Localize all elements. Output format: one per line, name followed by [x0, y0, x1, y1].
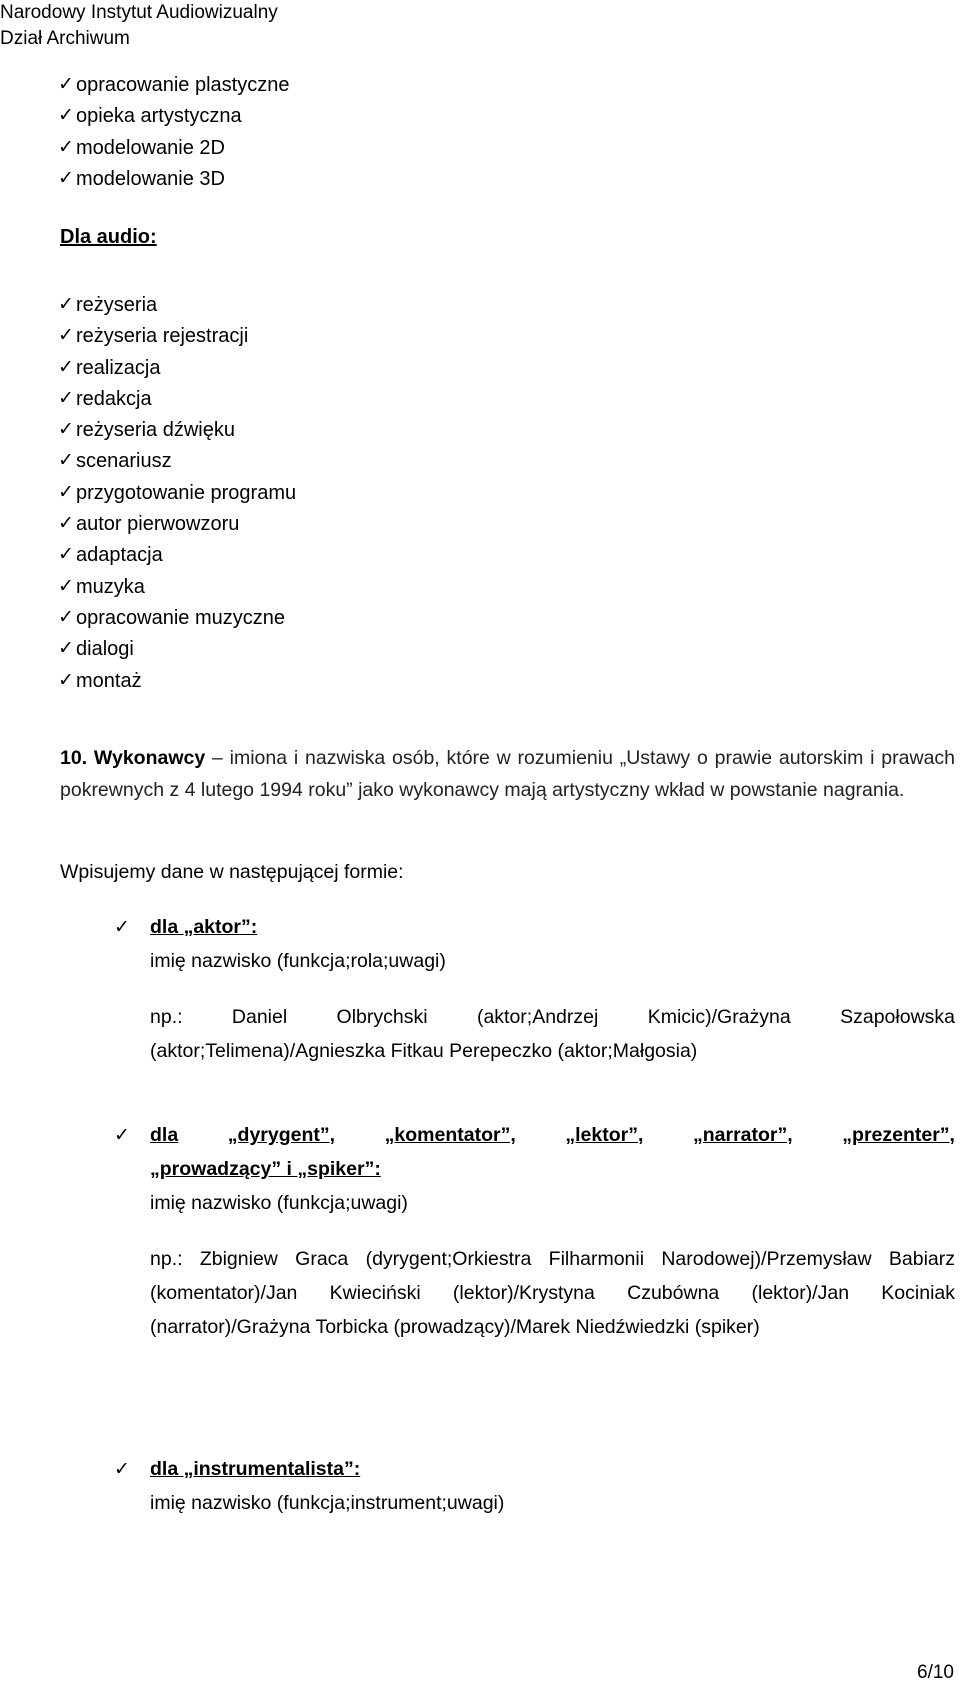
- section-title: Wykonawcy: [93, 747, 206, 769]
- checkmark-icon: ✓: [58, 668, 74, 691]
- document-header: [0, 0, 278, 52]
- list-item: ✓ redakcja: [60, 384, 296, 415]
- list-item: ✓ dialogi: [60, 634, 296, 665]
- page-number: 6/10: [917, 1662, 954, 1683]
- checkmark-icon: ✓: [58, 293, 74, 315]
- list-item: ✓ montaż: [60, 666, 296, 697]
- conductor-format-pattern: imię nazwisko (funkcja;uwagi): [150, 1192, 408, 1214]
- list-item: ✓ scenariusz: [60, 446, 296, 477]
- checkmark-icon: ✓: [58, 418, 74, 441]
- list-item: ✓ opracowanie plastyczne: [60, 70, 289, 101]
- list-item: ✓ przygotowanie programu: [60, 478, 296, 509]
- checkmark-icon: ✓: [58, 135, 74, 158]
- checkmark-icon: ✓: [58, 574, 74, 597]
- audio-section-heading: Dla audio:: [60, 226, 157, 248]
- list-item: ✓ modelowanie 2D: [60, 133, 289, 164]
- checkmark-icon: ✓: [58, 480, 74, 503]
- list-item: ✓ reżyseria: [60, 290, 296, 321]
- checkmark-icon: ✓: [58, 605, 74, 628]
- checkmark-icon: ✓: [58, 73, 74, 95]
- list-item: ✓ reżyseria dźwięku: [60, 415, 296, 446]
- list-item: ✓ opracowanie muzyczne: [60, 603, 296, 634]
- department-name: Dział Archiwum: [0, 28, 130, 49]
- checkmark-icon: ✓: [58, 386, 74, 409]
- role-list-visual: [60, 70, 289, 195]
- format-intro: Wpisujemy dane w następującej formie:: [60, 861, 404, 883]
- checkmark-icon: ✓: [58, 543, 74, 566]
- conductor-format-heading: dla „dyrygent”, „komentator”, „lektor”, „narrator”, „prezenter”,: [150, 1124, 955, 1146]
- section-10-paragraph: [60, 742, 955, 806]
- checkmark-icon: ✓: [58, 512, 74, 535]
- checkmark-icon: ✓: [58, 166, 74, 189]
- checkmark-icon: ✓: [58, 355, 74, 378]
- list-item: ✓ realizacja: [60, 353, 296, 384]
- list-item: ✓ muzyka: [60, 572, 296, 603]
- actor-format-pattern: imię nazwisko (funkcja;rola;uwagi): [150, 950, 446, 972]
- checkmark-icon: ✓: [58, 104, 74, 127]
- instrumentalist-format-block: [114, 1452, 955, 1520]
- checkmark-icon: ✓: [114, 1458, 130, 1480]
- checkmark-icon: ✓: [114, 1124, 130, 1146]
- checkmark-icon: ✓: [58, 449, 74, 472]
- list-item: ✓ adaptacja: [60, 540, 296, 571]
- section-number: 10.: [60, 747, 88, 769]
- section-description: – imiona i nazwiska osób, które w rozumieniu „Ustawy o prawie autorskim i prawach pokrewnych z 4 lutego 1994 roku” jako wykonawcy mają artystyczny wkład w powstanie nagrania.: [60, 747, 956, 801]
- conductor-format-block: [114, 1118, 955, 1344]
- conductor-format-example: np.: Zbigniew Graca (dyrygent;Orkiestra Filharmonii Narodowej)/Przemysław Babiarz (komentator)/Jan Kwieciński (lektor)/Krystyna Czubówna (lektor)/Jan Kociniak (narrator)/Grażyna Torbicka (prowadzący)/Marek Niedźwiedzki (spiker): [150, 1248, 955, 1338]
- instrumentalist-format-pattern: imię nazwisko (funkcja;instrument;uwagi): [150, 1492, 505, 1514]
- actor-format-example: np.: Daniel Olbrychski (aktor;Andrzej Kmicic)/Grażyna Szapołowska (aktor;Telimena)/Agnieszka Fitkau Perepeczko (aktor;Małgosia): [150, 1006, 955, 1062]
- checkmark-icon: ✓: [58, 637, 74, 660]
- checkmark-icon: ✓: [114, 916, 130, 938]
- institution-name: Narodowy Instytut Audiowizualny: [0, 2, 278, 23]
- actor-format-block: [114, 910, 955, 1068]
- role-list-audio: [60, 290, 296, 697]
- checkmark-icon: ✓: [58, 324, 74, 347]
- actor-format-heading: dla „aktor”:: [150, 916, 258, 938]
- list-item: ✓ autor pierwowzoru: [60, 509, 296, 540]
- conductor-format-heading-line2: „prowadzący” i „spiker”:: [150, 1158, 381, 1180]
- list-item: ✓ reżyseria rejestracji: [60, 321, 296, 352]
- list-item: ✓ opieka artystyczna: [60, 101, 289, 132]
- instrumentalist-format-heading: dla „instrumentalista”:: [150, 1458, 361, 1480]
- list-item: ✓ modelowanie 3D: [60, 164, 289, 195]
